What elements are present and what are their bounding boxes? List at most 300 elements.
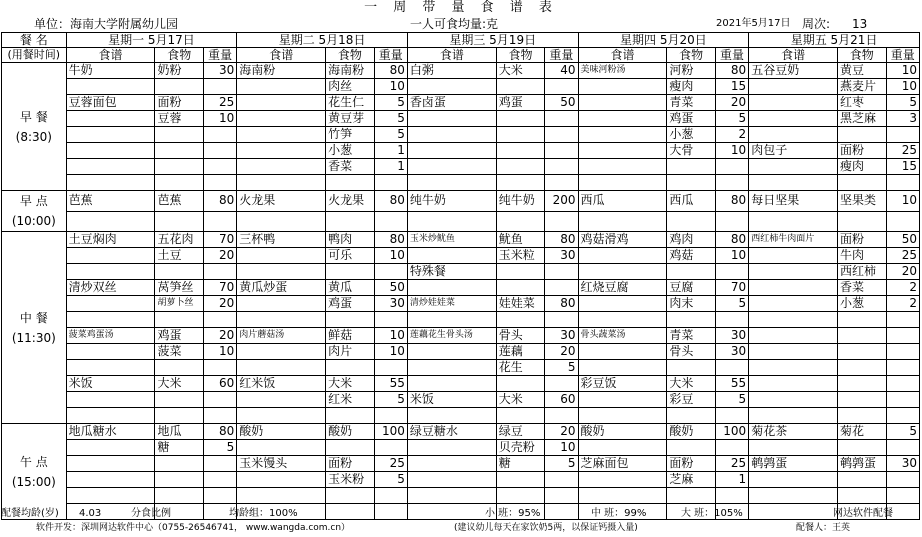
weight-cell bbox=[886, 312, 919, 328]
food-cell bbox=[326, 488, 374, 504]
food-col-header: 食物 bbox=[838, 48, 886, 63]
weight-cell bbox=[203, 488, 236, 504]
meal-name-cell bbox=[2, 191, 67, 232]
food-cell bbox=[667, 211, 715, 232]
weight-cell: 5 bbox=[545, 456, 578, 472]
food-cell bbox=[838, 360, 886, 376]
food-cell: 青菜 bbox=[667, 95, 715, 111]
food-cell bbox=[838, 328, 886, 344]
recipe-cell bbox=[578, 472, 667, 488]
split-label: 分食比例 bbox=[131, 508, 171, 519]
recipe-col-header: 食谱 bbox=[237, 48, 326, 63]
weight-cell: 10 bbox=[886, 63, 919, 79]
food-cell: 芭蕉 bbox=[155, 191, 203, 212]
recipe-cell bbox=[237, 211, 326, 232]
recipe-cell: 肉包子 bbox=[749, 143, 838, 159]
weight-cell: 30 bbox=[545, 248, 578, 264]
recipe-cell: 黄瓜炒蛋 bbox=[237, 280, 326, 296]
recipe-cell bbox=[578, 127, 667, 143]
weight-cell bbox=[715, 440, 748, 456]
header-row-days bbox=[2, 33, 920, 48]
table-row bbox=[2, 360, 920, 376]
weight-cell: 30 bbox=[374, 296, 407, 312]
weight-cell: 25 bbox=[374, 456, 407, 472]
week-label: 周次: bbox=[802, 17, 831, 31]
food-cell: 黑芝麻 bbox=[838, 111, 886, 127]
food-cell bbox=[155, 312, 203, 328]
food-cell: 豆蓉 bbox=[155, 111, 203, 127]
meal-name-cell bbox=[2, 232, 67, 424]
weight-cell: 10 bbox=[203, 111, 236, 127]
food-cell bbox=[838, 127, 886, 143]
recipe-cell bbox=[578, 408, 667, 424]
recipe-cell bbox=[578, 264, 667, 280]
recipe-cell: 特殊餐 bbox=[407, 264, 496, 280]
food-cell bbox=[326, 264, 374, 280]
food-cell: 大米 bbox=[326, 376, 374, 392]
food-cell: 瘦肉 bbox=[838, 159, 886, 175]
weight-cell bbox=[374, 264, 407, 280]
food-cell: 鸡蛋 bbox=[155, 328, 203, 344]
weight-cell bbox=[715, 360, 748, 376]
weight-cell bbox=[886, 328, 919, 344]
recipe-cell bbox=[578, 111, 667, 127]
weight-cell bbox=[715, 211, 748, 232]
table-row bbox=[2, 232, 920, 248]
recipe-cell: 菊花茶 bbox=[749, 424, 838, 440]
table-row bbox=[2, 264, 920, 280]
food-cell bbox=[155, 79, 203, 95]
recipe-cell bbox=[66, 392, 155, 408]
table-row bbox=[2, 392, 920, 408]
food-cell bbox=[326, 440, 374, 456]
weight-cell bbox=[203, 175, 236, 191]
recipe-cell bbox=[237, 175, 326, 191]
recipe-cell bbox=[749, 472, 838, 488]
ratio-label: 配餐均龄(岁) bbox=[1, 508, 59, 519]
weight-cell: 80 bbox=[715, 191, 748, 212]
recipe-cell bbox=[66, 408, 155, 424]
weight-cell bbox=[545, 312, 578, 328]
recipe-cell bbox=[66, 296, 155, 312]
table-row bbox=[2, 424, 920, 440]
weight-cell: 5 bbox=[886, 95, 919, 111]
weight-cell bbox=[374, 175, 407, 191]
recipe-cell bbox=[749, 127, 838, 143]
recipe-cell bbox=[578, 360, 667, 376]
table-row bbox=[2, 296, 920, 312]
weight-cell bbox=[886, 376, 919, 392]
recipe-cell: 红烧豆腐 bbox=[578, 280, 667, 296]
food-cell bbox=[667, 488, 715, 504]
recipe-cell: 每日坚果 bbox=[749, 191, 838, 212]
weight-cell: 80 bbox=[203, 191, 236, 212]
weight-cell bbox=[886, 472, 919, 488]
recipe-cell bbox=[578, 344, 667, 360]
recipe-cell: 三杯鸭 bbox=[237, 232, 326, 248]
weight-cell: 5 bbox=[374, 111, 407, 127]
food-cell bbox=[155, 456, 203, 472]
food-cell: 花生 bbox=[496, 360, 544, 376]
weight-cell: 80 bbox=[715, 232, 748, 248]
food-cell: 香菜 bbox=[838, 280, 886, 296]
food-cell: 酸奶 bbox=[326, 424, 374, 440]
food-cell bbox=[496, 175, 544, 191]
food-cell bbox=[326, 312, 374, 328]
weight-cell: 1 bbox=[374, 143, 407, 159]
weight-cell bbox=[886, 488, 919, 504]
header-row-sub bbox=[2, 48, 920, 63]
weight-cell: 30 bbox=[715, 344, 748, 360]
recipe-cell bbox=[407, 143, 496, 159]
recipe-cell bbox=[749, 392, 838, 408]
weight-cell bbox=[545, 159, 578, 175]
food-cell bbox=[155, 472, 203, 488]
table-row bbox=[2, 191, 920, 212]
recipe-cell bbox=[237, 127, 326, 143]
recipe-cell: 红米饭 bbox=[237, 376, 326, 392]
week-number: 13 bbox=[852, 17, 868, 31]
food-cell: 大米 bbox=[496, 63, 544, 79]
weight-cell bbox=[545, 211, 578, 232]
meal-name: 午 点 bbox=[19, 454, 48, 469]
recipe-cell bbox=[749, 175, 838, 191]
food-cell: 西红柿 bbox=[838, 264, 886, 280]
weight-cell: 20 bbox=[203, 248, 236, 264]
meal-col-header: 餐 名 bbox=[2, 33, 67, 48]
ratio-value: 4.03 bbox=[79, 508, 102, 519]
recipe-cell bbox=[578, 175, 667, 191]
recipe-cell bbox=[749, 488, 838, 504]
food-cell bbox=[667, 440, 715, 456]
weight-cell: 30 bbox=[203, 63, 236, 79]
food-cell bbox=[496, 127, 544, 143]
day-header: 星期三 5月19日 bbox=[407, 33, 578, 48]
food-col-header: 食物 bbox=[667, 48, 715, 63]
food-cell: 菊花 bbox=[838, 424, 886, 440]
meal-time-header: (用餐时间) bbox=[2, 48, 67, 63]
weight-cell: 10 bbox=[374, 79, 407, 95]
recipe-cell: 酸奶 bbox=[237, 424, 326, 440]
food-cell bbox=[155, 360, 203, 376]
recipe-cell bbox=[237, 392, 326, 408]
food-cell: 小葱 bbox=[667, 127, 715, 143]
recipe-cell bbox=[749, 79, 838, 95]
food-cell: 玉米粉 bbox=[326, 472, 374, 488]
recipe-cell: 海南粉 bbox=[237, 63, 326, 79]
mid-class: 中 班：99% bbox=[591, 508, 647, 519]
food-cell: 黄瓜 bbox=[326, 280, 374, 296]
food-cell: 可乐 bbox=[326, 248, 374, 264]
weight-cell: 10 bbox=[374, 328, 407, 344]
food-cell: 酸奶 bbox=[667, 424, 715, 440]
weight-cell bbox=[203, 312, 236, 328]
weight-cell: 80 bbox=[715, 63, 748, 79]
table-row bbox=[2, 328, 920, 344]
recipe-cell bbox=[749, 344, 838, 360]
weight-cell: 10 bbox=[886, 79, 919, 95]
weight-cell: 60 bbox=[545, 392, 578, 408]
food-cell: 胡萝卜丝 bbox=[155, 296, 203, 312]
food-cell: 红米 bbox=[326, 392, 374, 408]
food-cell: 黄豆芽 bbox=[326, 111, 374, 127]
food-cell bbox=[667, 159, 715, 175]
weight-cell: 80 bbox=[545, 232, 578, 248]
food-cell: 海南粉 bbox=[326, 63, 374, 79]
recipe-cell bbox=[749, 296, 838, 312]
weight-cell bbox=[545, 472, 578, 488]
recipe-cell bbox=[578, 79, 667, 95]
food-cell: 鸭肉 bbox=[326, 232, 374, 248]
weight-cell: 50 bbox=[374, 280, 407, 296]
table-row bbox=[2, 408, 920, 424]
recipe-cell: 米饭 bbox=[407, 392, 496, 408]
unit-label: 单位：海南大学附属幼儿园 bbox=[34, 17, 179, 31]
recipe-cell bbox=[237, 408, 326, 424]
food-cell bbox=[496, 143, 544, 159]
day-header: 星期五 5月21日 bbox=[749, 33, 920, 48]
weight-cell bbox=[715, 159, 748, 175]
food-cell: 玉米粒 bbox=[496, 248, 544, 264]
food-cell bbox=[838, 344, 886, 360]
recipe-cell: 香卤蛋 bbox=[407, 95, 496, 111]
weight-cell bbox=[545, 143, 578, 159]
weight-cell: 5 bbox=[715, 392, 748, 408]
weight-cell: 60 bbox=[203, 376, 236, 392]
weight-cell: 5 bbox=[886, 424, 919, 440]
food-cell: 瘦肉 bbox=[667, 79, 715, 95]
menu-table bbox=[1, 32, 920, 520]
recipe-cell bbox=[749, 111, 838, 127]
food-cell: 鲜菇 bbox=[326, 328, 374, 344]
table-row bbox=[2, 488, 920, 504]
advice-text: (建议幼儿每天在家饮奶5两，以保证钙摄入量) bbox=[454, 523, 638, 533]
recipe-cell: 火龙果 bbox=[237, 191, 326, 212]
weight-cell bbox=[545, 280, 578, 296]
food-col-header: 食物 bbox=[496, 48, 544, 63]
weight-cell bbox=[886, 344, 919, 360]
weight-cell: 1 bbox=[715, 472, 748, 488]
weight-cell: 80 bbox=[374, 63, 407, 79]
weight-cell: 10 bbox=[886, 191, 919, 212]
weight-cell: 55 bbox=[374, 376, 407, 392]
cook-label: 配餐人：王英 bbox=[796, 523, 851, 533]
food-cell: 香菜 bbox=[326, 159, 374, 175]
recipe-cell bbox=[66, 440, 155, 456]
recipe-cell bbox=[407, 472, 496, 488]
food-cell: 纯牛奶 bbox=[496, 191, 544, 212]
recipe-cell bbox=[407, 360, 496, 376]
large-class: 大 班：105% bbox=[681, 508, 743, 519]
recipe-cell bbox=[578, 143, 667, 159]
food-cell: 坚果类 bbox=[838, 191, 886, 212]
food-cell: 绿豆 bbox=[496, 424, 544, 440]
recipe-cell bbox=[578, 95, 667, 111]
weight-cell: 25 bbox=[886, 143, 919, 159]
food-cell bbox=[155, 175, 203, 191]
recipe-cell: 玉米炒鱿鱼 bbox=[407, 232, 496, 248]
food-cell: 五花肉 bbox=[155, 232, 203, 248]
weight-cell bbox=[203, 143, 236, 159]
recipe-cell bbox=[66, 344, 155, 360]
weight-cell: 2 bbox=[886, 296, 919, 312]
recipe-cell: 骨头蔬菜汤 bbox=[578, 328, 667, 344]
weight-cell: 20 bbox=[545, 344, 578, 360]
meal-time: (8:30) bbox=[15, 129, 52, 144]
recipe-cell: 芝麻面包 bbox=[578, 456, 667, 472]
food-cell: 黄豆 bbox=[838, 63, 886, 79]
meal-name: 中 餐 bbox=[19, 310, 48, 325]
weight-cell bbox=[203, 392, 236, 408]
recipe-cell bbox=[407, 344, 496, 360]
food-cell bbox=[326, 408, 374, 424]
weight-cell: 5 bbox=[715, 111, 748, 127]
meal-time: (15:00) bbox=[11, 474, 56, 489]
food-cell: 红枣 bbox=[838, 95, 886, 111]
food-cell bbox=[155, 211, 203, 232]
weight-cell bbox=[203, 456, 236, 472]
info-bar bbox=[0, 16, 922, 32]
weight-cell: 70 bbox=[715, 280, 748, 296]
food-cell bbox=[496, 159, 544, 175]
weight-cell: 100 bbox=[715, 424, 748, 440]
table-row bbox=[2, 63, 920, 79]
weight-cell bbox=[715, 312, 748, 328]
weight-cell bbox=[545, 79, 578, 95]
weight-cell: 70 bbox=[203, 280, 236, 296]
food-cell bbox=[838, 440, 886, 456]
food-cell: 糖 bbox=[496, 456, 544, 472]
food-cell bbox=[667, 312, 715, 328]
table-row bbox=[2, 79, 920, 95]
food-cell: 鱿鱼 bbox=[496, 232, 544, 248]
weight-cell: 200 bbox=[545, 191, 578, 212]
weight-cell bbox=[715, 408, 748, 424]
weight-cell: 20 bbox=[545, 424, 578, 440]
table-row bbox=[2, 472, 920, 488]
weight-cell bbox=[203, 127, 236, 143]
food-cell bbox=[496, 472, 544, 488]
recipe-cell: 豆蓉面包 bbox=[66, 95, 155, 111]
recipe-cell bbox=[66, 312, 155, 328]
weight-cell bbox=[203, 264, 236, 280]
weight-cell bbox=[203, 79, 236, 95]
weight-cell: 20 bbox=[886, 264, 919, 280]
recipe-cell bbox=[237, 248, 326, 264]
food-cell bbox=[838, 376, 886, 392]
weight-cell bbox=[545, 408, 578, 424]
recipe-cell bbox=[407, 488, 496, 504]
weight-cell: 5 bbox=[374, 95, 407, 111]
table-row bbox=[2, 127, 920, 143]
food-cell: 豆腐 bbox=[667, 280, 715, 296]
food-cell: 面粉 bbox=[326, 456, 374, 472]
weight-cell: 70 bbox=[203, 232, 236, 248]
weight-cell: 40 bbox=[545, 63, 578, 79]
weight-col-header: 重量 bbox=[886, 48, 919, 63]
recipe-cell bbox=[749, 360, 838, 376]
recipe-cell bbox=[66, 159, 155, 175]
recipe-cell bbox=[66, 488, 155, 504]
weight-cell: 30 bbox=[545, 328, 578, 344]
food-cell: 火龙果 bbox=[326, 191, 374, 212]
food-cell bbox=[155, 127, 203, 143]
food-cell: 肉片 bbox=[326, 344, 374, 360]
weight-cell bbox=[886, 440, 919, 456]
food-cell: 青菜 bbox=[667, 328, 715, 344]
food-cell: 河粉 bbox=[667, 63, 715, 79]
table-row bbox=[2, 440, 920, 456]
weight-cell bbox=[545, 376, 578, 392]
recipe-cell bbox=[66, 111, 155, 127]
weight-cell: 10 bbox=[715, 143, 748, 159]
weight-cell bbox=[886, 127, 919, 143]
recipe-cell: 玉米馒头 bbox=[237, 456, 326, 472]
recipe-col-header: 食谱 bbox=[578, 48, 667, 63]
table-row bbox=[2, 312, 920, 328]
recipe-cell: 清炒娃娃菜 bbox=[407, 296, 496, 312]
food-cell: 芝麻 bbox=[667, 472, 715, 488]
food-cell: 肉丝 bbox=[326, 79, 374, 95]
meal-time: (11:30) bbox=[11, 330, 56, 345]
small-class: 小 班：95% bbox=[485, 508, 541, 519]
food-cell bbox=[496, 312, 544, 328]
weight-cell bbox=[715, 488, 748, 504]
food-cell: 鸡蛋 bbox=[326, 296, 374, 312]
recipe-cell bbox=[407, 79, 496, 95]
meal-name: 早 餐 bbox=[19, 109, 48, 124]
weight-cell bbox=[886, 211, 919, 232]
food-cell: 竹笋 bbox=[326, 127, 374, 143]
food-cell bbox=[838, 408, 886, 424]
weight-cell: 2 bbox=[886, 280, 919, 296]
recipe-cell bbox=[407, 408, 496, 424]
food-cell bbox=[667, 408, 715, 424]
table-row bbox=[2, 456, 920, 472]
food-cell bbox=[667, 360, 715, 376]
recipe-cell bbox=[66, 143, 155, 159]
recipe-cell: 地瓜糖水 bbox=[66, 424, 155, 440]
recipe-cell bbox=[578, 211, 667, 232]
weight-cell: 25 bbox=[203, 95, 236, 111]
per-person-label: 一人可食均量:克 bbox=[410, 17, 499, 31]
weight-cell: 20 bbox=[203, 296, 236, 312]
table-row bbox=[2, 111, 920, 127]
recipe-cell bbox=[66, 472, 155, 488]
food-cell: 面粉 bbox=[667, 456, 715, 472]
food-cell bbox=[496, 280, 544, 296]
food-cell bbox=[838, 211, 886, 232]
recipe-cell bbox=[237, 159, 326, 175]
food-cell: 菠菜 bbox=[155, 344, 203, 360]
food-cell: 面粉 bbox=[838, 232, 886, 248]
weight-cell bbox=[203, 472, 236, 488]
food-cell bbox=[667, 175, 715, 191]
recipe-cell bbox=[407, 440, 496, 456]
recipe-cell bbox=[407, 280, 496, 296]
weight-cell: 10 bbox=[715, 248, 748, 264]
recipe-cell: 米饭 bbox=[66, 376, 155, 392]
recipe-cell: 鸡菇滑鸡 bbox=[578, 232, 667, 248]
food-cell: 面粉 bbox=[838, 143, 886, 159]
food-cell bbox=[155, 143, 203, 159]
food-cell: 花生仁 bbox=[326, 95, 374, 111]
recipe-cell: 清炒双丝 bbox=[66, 280, 155, 296]
brand-label: 网达软件配餐 bbox=[833, 508, 893, 519]
weight-cell bbox=[715, 264, 748, 280]
food-cell bbox=[155, 159, 203, 175]
recipe-cell bbox=[237, 312, 326, 328]
